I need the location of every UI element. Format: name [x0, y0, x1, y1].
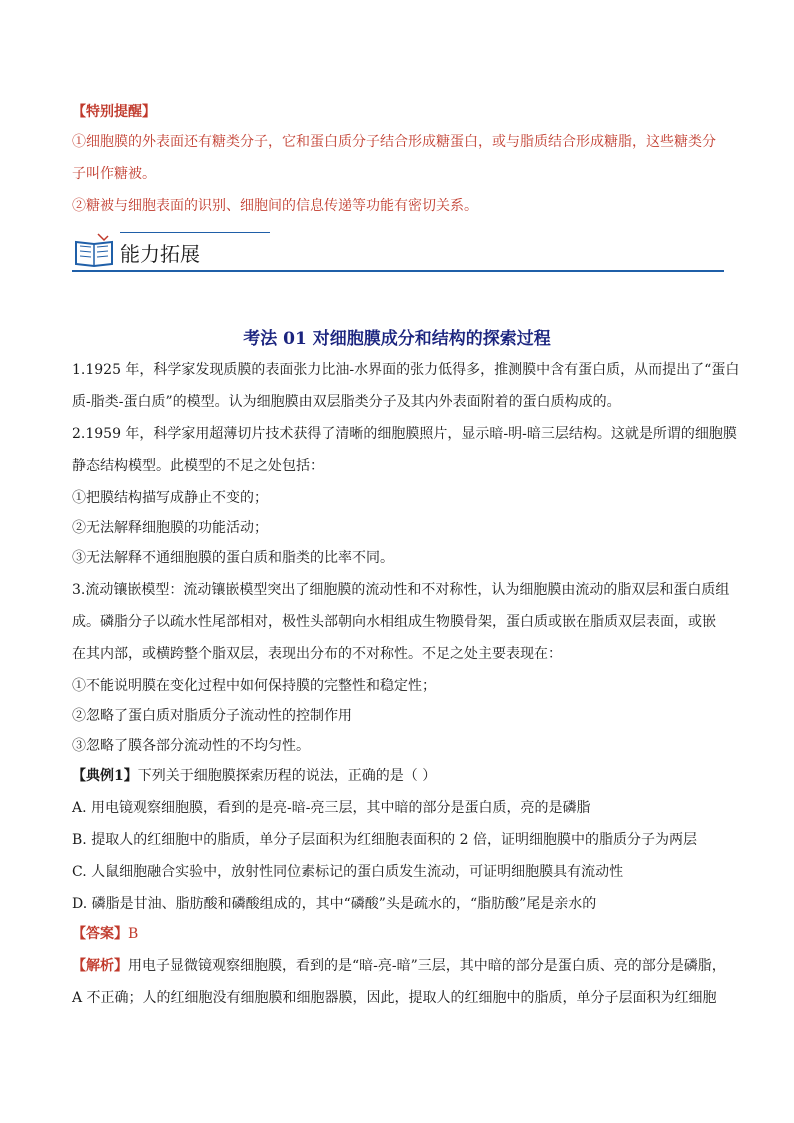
- tip-line-1: ①细胞膜的外表面还有糖类分子，它和蛋白质分子结合形成糖蛋白，或与脂质结合形成糖脂，这些糖类分: [72, 134, 716, 150]
- analysis-line-1: [72, 956, 726, 976]
- example-option-a: A. 用电镜观察细胞膜，看到的是亮-暗-亮三层，其中暗的部分是蛋白质，亮的是磷脂: [72, 800, 591, 816]
- example-option-c: C. 人鼠细胞融合实验中，放射性同位素标记的蛋白质发生流动，可证明细胞膜具有流动性: [72, 864, 624, 880]
- tip-line-2: 子叫作糖被。: [72, 166, 156, 182]
- tip-line-3: ②糖被与细胞表面的识别、细胞间的信息传递等功能有密切关系。: [72, 198, 478, 214]
- body-p2-item-3: ③无法解释不通细胞膜的蛋白质和脂类的比率不同。: [72, 550, 394, 566]
- body-p2-item-2: ②无法解释细胞膜的功能活动；: [72, 520, 268, 536]
- example-label: 【典例1】: [72, 768, 138, 784]
- body-p3-line-1: 3.流动镶嵌模型：流动镶嵌模型突出了细胞膜的流动性和不对称性，认为细胞膜由流动的脂双层和蛋白质组: [72, 582, 730, 598]
- analysis-label: 【解析】: [72, 958, 128, 974]
- example-option-d: D. 磷脂是甘油、脂肪酸和磷酸组成的，其中“磷酸”头是疏水的，“脂肪酸”尾是亲水的: [72, 896, 597, 912]
- body-p1-line-1: 1.1925 年，科学家发现质膜的表面张力比油-水界面的张力低得多，推测膜中含有蛋白质，从而提出了“蛋白: [72, 362, 740, 378]
- example-question: 下列关于细胞膜探索历程的说法，正确的是（ ）: [137, 768, 437, 784]
- body-p3-line-3: 在其内部，或横跨整个脂双层，表现出分布的不对称性。不足之处主要表现在：: [72, 646, 562, 662]
- open-book-icon: [74, 232, 114, 268]
- body-p3-line-2: 成。磷脂分子以疏水性尾部相对，极性头部朝向水相组成生物膜骨架，蛋白质或嵌在脂质双层表面，或嵌: [72, 614, 716, 630]
- answer-line: [72, 924, 722, 944]
- body-p2-line-1: 2.1959 年，科学家用超薄切片技术获得了清晰的细胞膜照片，显示暗-明-暗三层结构。这就是所谓的细胞膜: [72, 426, 737, 442]
- answer-label: 【答案】: [72, 926, 128, 942]
- body-p2-item-1: ①把膜结构描写成静止不变的；: [72, 490, 268, 506]
- body-p3-item-3: ③忽略了膜各部分流动性的不均匀性。: [72, 738, 310, 754]
- section-banner: [72, 230, 724, 272]
- body-p3-item-2: ②忽略了蛋白质对脂质分子流动性的控制作用: [72, 708, 352, 724]
- banner-title: 能力拓展: [120, 242, 200, 266]
- body-p1-line-2: 质-脂类-蛋白质”的模型。认为细胞膜由双层脂类分子及其内外表面附着的蛋白质构成的。: [72, 394, 621, 410]
- tip-heading: 【特别提醒】: [72, 104, 156, 120]
- banner-divider: [72, 270, 724, 272]
- section-title: 考法 01 对细胞膜成分和结构的探索过程: [243, 329, 551, 349]
- analysis-text-1: 用电子显微镜观察细胞膜，看到的是“暗-亮-暗”三层，其中暗的部分是蛋白质、亮的部分是磷脂，: [128, 958, 726, 974]
- example-option-b: B. 提取人的红细胞中的脂质，单分子层面积为红细胞表面积的 2 倍，证明细胞膜中的脂质分子为两层: [72, 832, 697, 848]
- analysis-line-2: A 不正确；人的红细胞没有细胞膜和细胞器膜，因此，提取人的红细胞中的脂质，单分子层面积为红细胞: [72, 990, 717, 1006]
- body-p2-line-2: 静态结构模型。此模型的不足之处包括：: [72, 458, 324, 474]
- body-p3-item-1: ①不能说明膜在变化过程中如何保持膜的完整性和稳定性；: [72, 678, 436, 694]
- banner-top-rule: [120, 232, 270, 233]
- answer-value: B: [128, 926, 139, 942]
- example-question-line: [72, 766, 722, 786]
